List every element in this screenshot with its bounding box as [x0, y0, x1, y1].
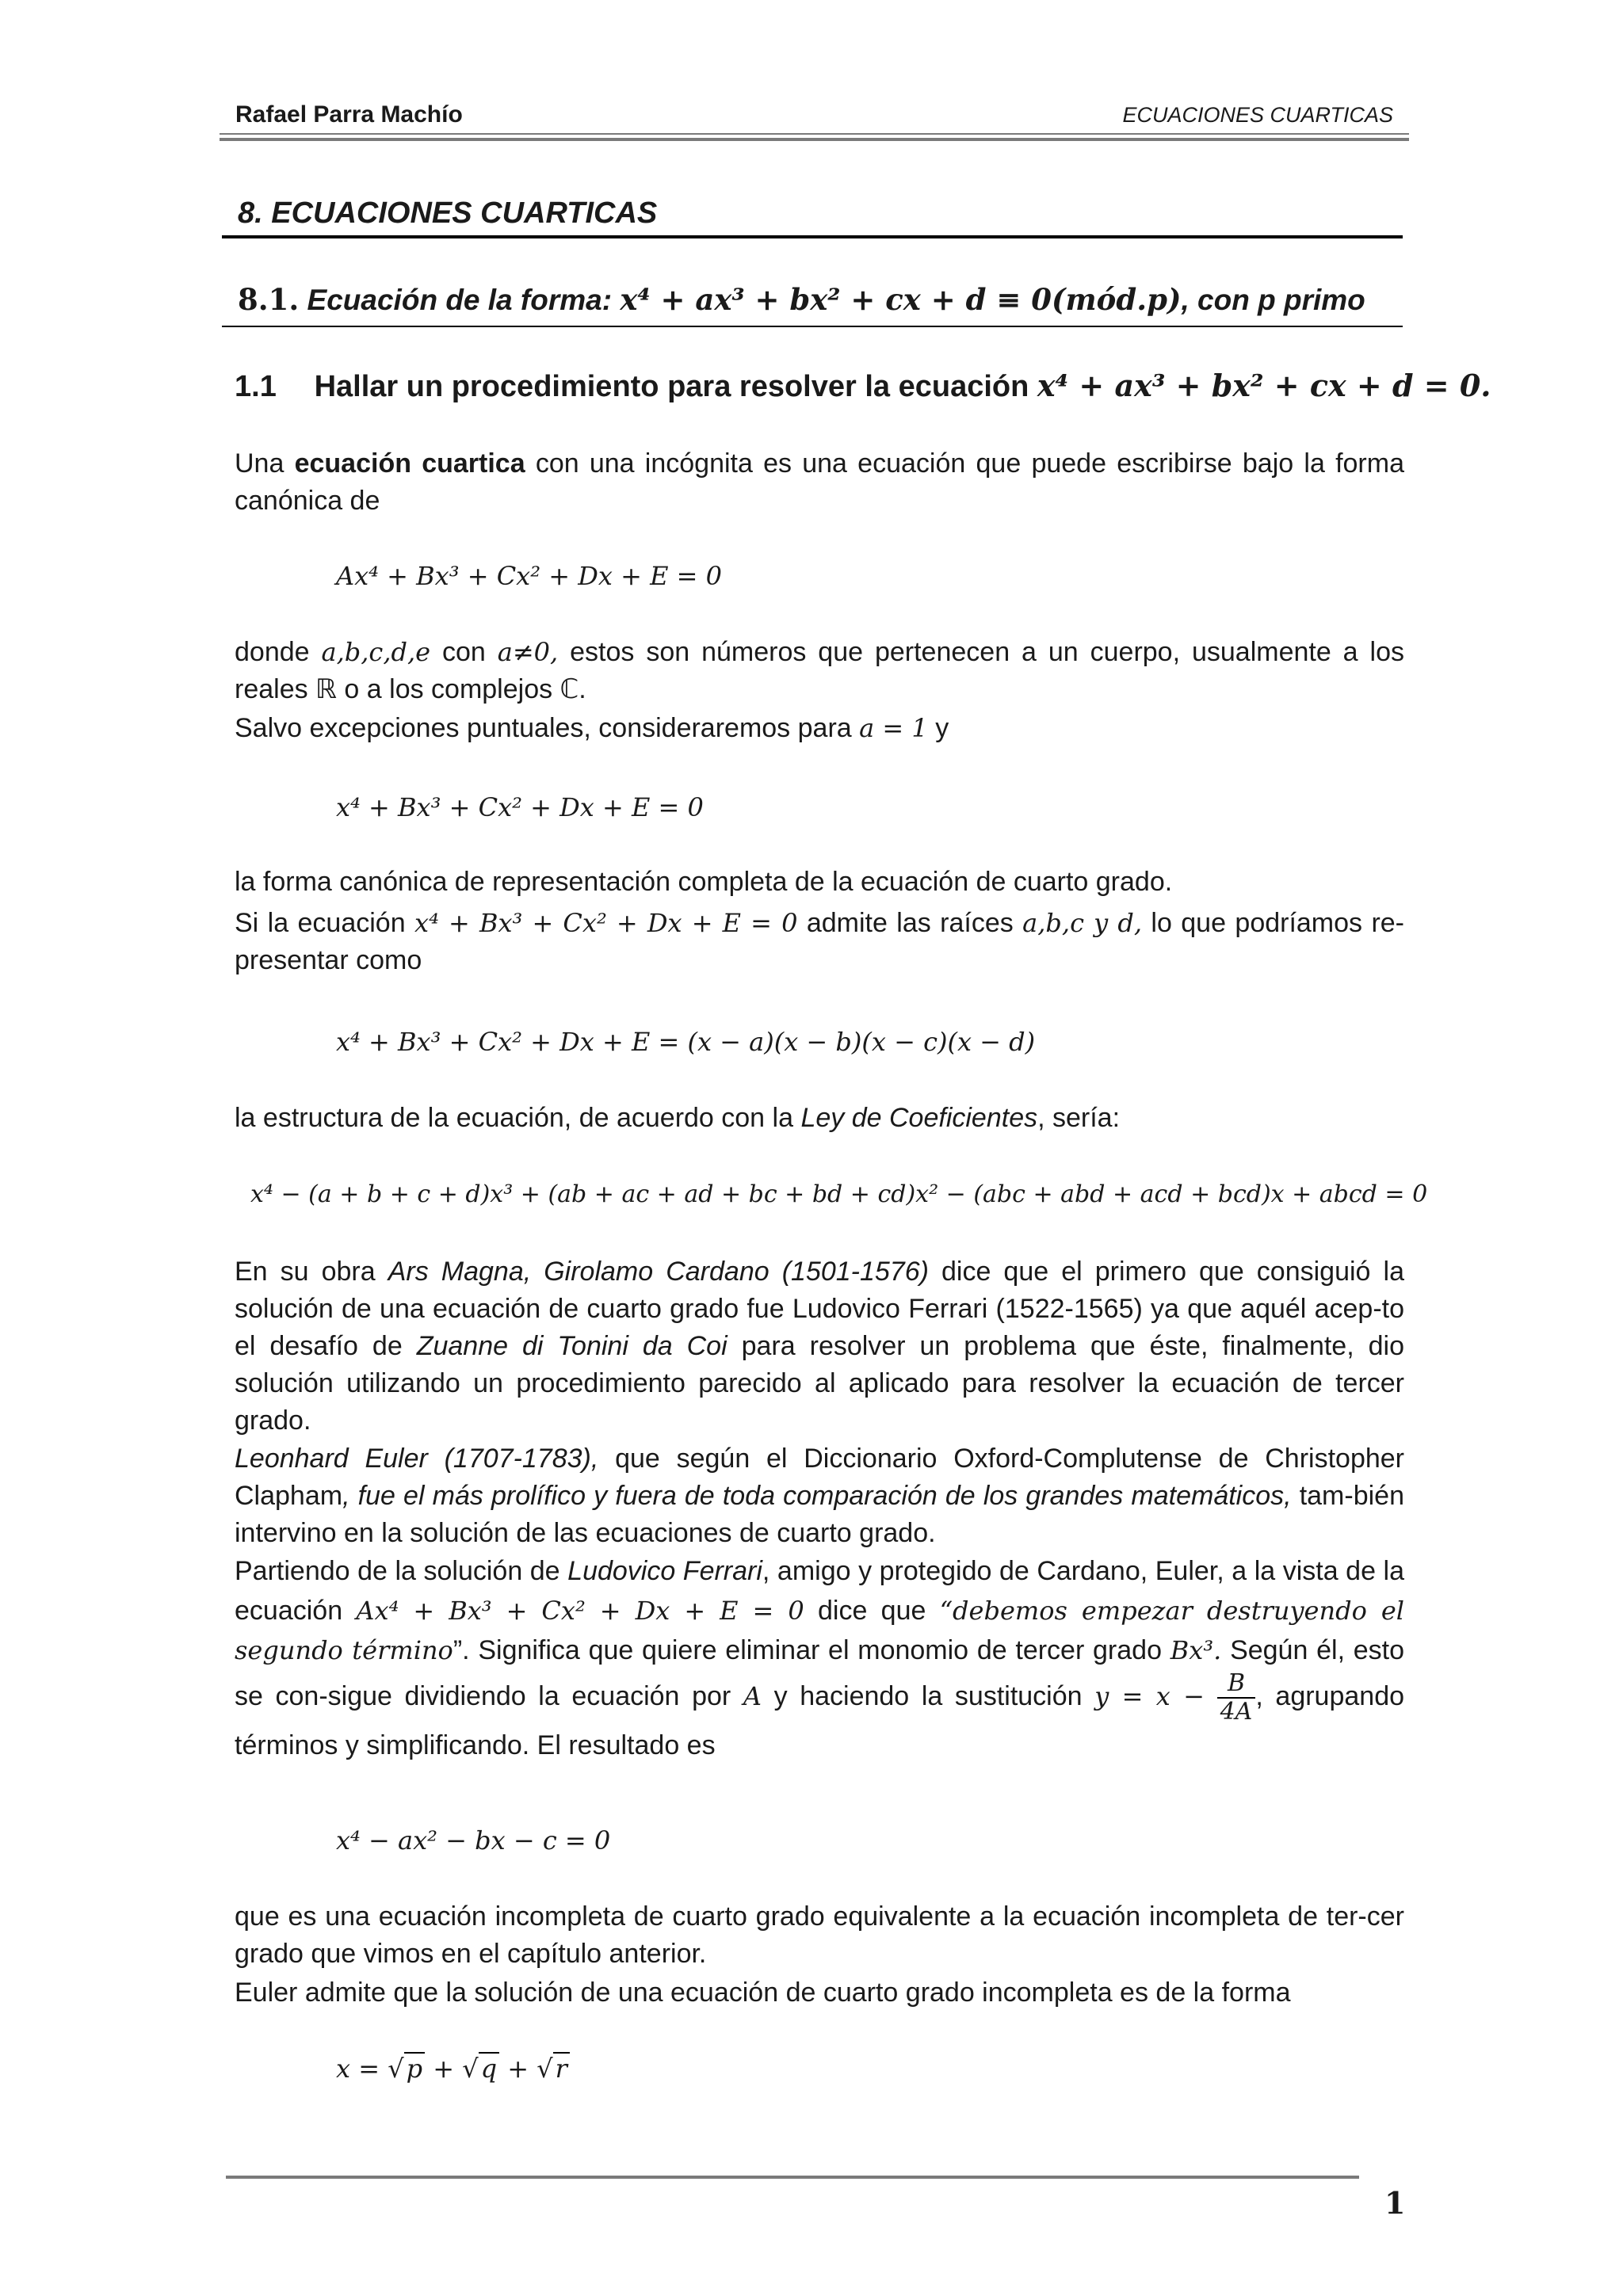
- text: dice que: [818, 1596, 926, 1626]
- text: con: [442, 637, 486, 667]
- subsection-heading: [235, 368, 1491, 404]
- text: dice que el primero que consiguió la solución de una ecuación de cuarto grado fue Ludovico Ferrari (1522-1565) ya que aquél acep-to el desafío de: [235, 1257, 1404, 1361]
- italic-term: Leonhard Euler (1707-1783),: [235, 1444, 599, 1474]
- section-tail: , con p primo: [1181, 284, 1365, 316]
- text: En su obra: [235, 1257, 376, 1287]
- section-math: x⁴ + ax³ + bx² + cx + d ≡ 0(mód.p): [620, 282, 1182, 317]
- sqrt: √p: [388, 2054, 425, 2084]
- paragraph-euler: [235, 1440, 1404, 1552]
- math-inline: x =: [336, 2054, 380, 2084]
- header-rule: [220, 133, 1409, 135]
- fraction-numerator: B: [1217, 1670, 1256, 1699]
- fraction-denominator: 4A: [1220, 1698, 1253, 1726]
- text: Salvo excepciones puntuales, consideraremos para: [235, 713, 852, 743]
- sqrt: √q: [462, 2054, 499, 2084]
- footer-rule: [226, 2176, 1359, 2179]
- section-text: Ecuación de la forma:: [307, 284, 613, 316]
- italic-term: Ley de Coeficientes: [800, 1103, 1038, 1133]
- text: estos son números que pertenecen a un cuerpo, usualmente a los reales ℝ o a los complejos ℂ.: [235, 637, 1404, 704]
- italic-term: , fue el más prolífico y fuera de toda comparación de los grandes matemáticos,: [342, 1481, 1292, 1511]
- italic-term: Zuanne di Tonini da Coi: [416, 1331, 727, 1361]
- math-inline: a,b,c y d,: [1022, 908, 1142, 938]
- paragraph-definition: [235, 445, 1404, 520]
- math-inline: a = 1: [859, 713, 928, 743]
- text: donde: [235, 637, 310, 667]
- subsection-number: 1.1: [235, 370, 277, 403]
- text: Una: [235, 448, 285, 479]
- math-inline: y = x −: [1094, 1680, 1205, 1711]
- header-running-title: ECUACIONES CUARTICAS: [1122, 103, 1393, 127]
- paragraph-roots: [235, 905, 1404, 979]
- operator: +: [507, 2054, 529, 2084]
- radicand: r: [553, 2052, 570, 2084]
- text: y: [935, 713, 949, 743]
- header-author: Rafael Parra Machío: [235, 101, 463, 128]
- math-inline: a≠0,: [497, 637, 559, 667]
- bold-term: ecuación cuartica: [294, 448, 525, 479]
- subsection-text: Hallar un procedimiento para resolver la ecuación: [314, 370, 1029, 403]
- text: Según él, esto se con-sigue dividiendo la ecuación por: [235, 1635, 1405, 1711]
- equation-monic: x⁴ + Bx³ + Cx² + Dx + E = 0: [336, 792, 704, 822]
- paragraph-equivalent: que es una ecuación incompleta de cuarto grado equivalente a la ecuación incompleta de ter-cer grado que vimos en el capítulo anterior.: [235, 1901, 1404, 1969]
- quote: “debemos empezar destruyendo el segundo término: [235, 1596, 1405, 1665]
- equation-vieta: x⁴ − (a + b + c + d)x³ + (ab + ac + ad + bc + bd + cd)x² − (abc + abd + acd + bcd)x + abcd = 0: [250, 1180, 1428, 1208]
- text: , agrupando términos y simplificando. El resultado es: [235, 1680, 1405, 1760]
- text: la estructura de la ecuación, de acuerdo con la: [235, 1103, 794, 1133]
- text: lo que podríamos re-presentar como: [235, 908, 1404, 975]
- chapter-title: 8. ECUACIONES CUARTICAS: [238, 196, 658, 230]
- text: ”. Significa que quiere eliminar el monomio de tercer grado: [453, 1635, 1162, 1665]
- sqrt: √r: [537, 2054, 570, 2084]
- radicand: q: [479, 2052, 499, 2084]
- paragraph-euler-form: Euler admite que la solución de una ecuación de cuarto grado incompleta es de la forma: [235, 1978, 1291, 2008]
- radicand: p: [404, 2052, 425, 2084]
- text: y haciendo la sustitución: [773, 1680, 1083, 1711]
- italic-term: Ludovico Ferrari: [567, 1556, 762, 1586]
- text: , amigo y protegido de Cardano, Euler, a la vista de la ecuación: [235, 1556, 1404, 1626]
- paragraph-coefficients: [235, 634, 1404, 708]
- math-inline: Ax⁴ + Bx³ + Cx² + Dx + E = 0: [356, 1596, 804, 1626]
- section-label: 8.1.: [238, 282, 300, 317]
- equation-factored: x⁴ + Bx³ + Cx² + Dx + E = (x − a)(x − b)(x − c)(x − d): [336, 1027, 1036, 1057]
- math-inline: A: [743, 1680, 762, 1711]
- math-inline: Bx³.: [1170, 1635, 1222, 1665]
- text: Si la ecuación: [235, 908, 406, 938]
- math-inline: x⁴ + Bx³ + Cx² + Dx + E = 0: [414, 908, 798, 938]
- text: , sería:: [1037, 1103, 1121, 1133]
- chapter-rule: [222, 235, 1403, 238]
- equation-depressed: x⁴ − ax² − bx − c = 0: [336, 1825, 611, 1855]
- paragraph-history: [235, 1253, 1404, 1440]
- text: admite las raíces: [806, 908, 1014, 938]
- italic-term: Ars Magna, Girolamo Cardano (1501-1576): [388, 1257, 929, 1287]
- text: para resolver un problema que éste, finalmente, dio solución utilizando un procedimiento parecido al aplicado para resolver la ecuación de tercer grado.: [235, 1331, 1404, 1436]
- text: tam-bién intervino en la solución de las ecuaciones de cuarto grado.: [235, 1481, 1404, 1548]
- text: Partiendo de la solución de: [235, 1556, 560, 1586]
- paragraph-substitution: [235, 1551, 1404, 1765]
- equation-general: Ax⁴ + Bx³ + Cx² + Dx + E = 0: [336, 561, 722, 591]
- operator: +: [433, 2054, 455, 2084]
- paragraph-normalize: [235, 710, 1404, 747]
- text: que según el Diccionario Oxford-Complutense de Christopher Clapham: [235, 1444, 1405, 1511]
- header-rule-thick: [220, 138, 1409, 141]
- page-number: 1: [1384, 2185, 1406, 2221]
- fraction: [1217, 1670, 1256, 1726]
- section-rule: [222, 326, 1403, 327]
- section-heading: [238, 282, 1365, 317]
- text: con una incógnita es una ecuación que puede escribirse bajo la forma canónica de: [235, 448, 1404, 516]
- math-inline: a,b,c,d,e: [321, 637, 431, 667]
- equation-euler-solution: [336, 2054, 570, 2084]
- paragraph-canonical: la forma canónica de representación completa de la ecuación de cuarto grado.: [235, 867, 1173, 897]
- paragraph-structure: [235, 1100, 1404, 1137]
- subsection-math: x⁴ + ax³ + bx² + cx + d = 0.: [1037, 368, 1491, 403]
